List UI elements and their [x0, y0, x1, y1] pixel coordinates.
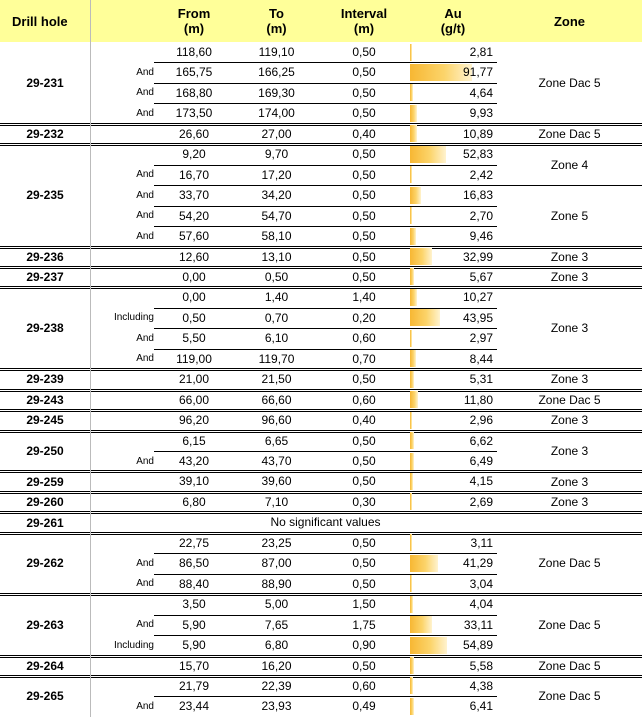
header-au-unit: (g/t)	[440, 21, 466, 36]
from-value: 39,10	[178, 474, 210, 489]
interval-value: 0,50	[352, 576, 376, 591]
header-interval-label: Interval	[340, 6, 388, 21]
au-value: 54,89	[462, 638, 493, 653]
drill-hole-id: 29-232	[26, 127, 64, 142]
au-value: 11,80	[463, 392, 493, 407]
to-value: 6,65	[264, 433, 289, 448]
zone-label: Zone 5	[550, 208, 589, 223]
drill-hole-id: 29-262	[26, 556, 64, 571]
from-value: 22,75	[178, 535, 210, 550]
drill-hole-id: 29-236	[26, 249, 64, 264]
from-value: 23,44	[178, 699, 210, 714]
au-value: 2,69	[469, 494, 493, 509]
to-value: 169,30	[258, 85, 295, 100]
drill-hole-id: 29-250	[26, 443, 64, 458]
interval-value: 1,40	[352, 290, 376, 305]
to-value: 88,90	[261, 576, 292, 591]
from-value: 96,20	[178, 413, 210, 428]
au-value: 5,67	[469, 269, 493, 284]
connector-label: Including	[113, 312, 154, 324]
from-value: 26,60	[178, 126, 210, 141]
interval-value: 0,50	[352, 167, 376, 182]
header-drill-hole	[0, 0, 90, 42]
drill-hole-id: 29-243	[26, 392, 64, 407]
interval-value: 0,30	[352, 494, 376, 509]
header-au	[409, 0, 497, 42]
interval-value: 0,50	[352, 372, 376, 387]
interval-value: 0,50	[352, 433, 376, 448]
drill-hole-id: 29-238	[26, 321, 64, 336]
from-value: 21,00	[178, 372, 210, 387]
from-value: 118,60	[176, 45, 212, 59]
to-value: 1,40	[264, 290, 289, 305]
header-drill-hole-label: Drill hole	[12, 13, 68, 29]
to-value: 34,20	[261, 188, 292, 203]
zone-label: Zone 3	[550, 372, 589, 387]
drill-hole-id: 29-261	[26, 515, 64, 530]
to-value: 96,60	[261, 413, 292, 428]
interval-value: 0,60	[352, 331, 376, 346]
from-value: 86,50	[178, 556, 210, 571]
drill-hole-id: 29-231	[26, 75, 64, 90]
from-value: 9,20	[182, 147, 206, 162]
interval-value: 0,40	[352, 413, 376, 428]
drill-hole-id: 29-265	[26, 689, 64, 704]
to-value: 6,80	[264, 638, 289, 653]
from-value: 15,70	[178, 658, 210, 673]
connector-label: And	[136, 87, 154, 99]
to-value: 7,10	[264, 494, 289, 509]
zone-label: Zone 4	[550, 157, 589, 172]
zone-label: Zone 3	[550, 443, 589, 458]
interval-value: 0,50	[352, 45, 376, 59]
interval-value: 0,50	[352, 147, 376, 162]
au-value: 10,27	[462, 290, 493, 305]
interval-value: 0,40	[352, 126, 376, 141]
to-value: 87,00	[261, 556, 292, 571]
to-value: 43,70	[261, 454, 292, 468]
header-divider	[90, 0, 91, 42]
au-value: 91,77	[462, 65, 493, 80]
from-value: 43,20	[178, 454, 210, 468]
zone-label: Zone 3	[550, 249, 589, 264]
au-value: 9,93	[469, 106, 493, 121]
header-zone-label: Zone	[553, 13, 586, 29]
to-value: 119,70	[258, 351, 295, 366]
from-value: 0,50	[182, 310, 206, 325]
from-value: 168,80	[175, 85, 213, 100]
au-value: 2,97	[469, 331, 493, 346]
to-value: 7,65	[264, 617, 289, 632]
interval-value: 0,60	[352, 678, 376, 693]
to-value: 54,70	[261, 208, 292, 223]
from-value: 3,50	[182, 597, 206, 612]
zone-label: Zone Dac 5	[538, 556, 601, 571]
interval-value: 0,20	[352, 310, 376, 325]
no-significant-values: No significant values	[270, 515, 381, 530]
interval-value: 0,50	[352, 249, 376, 264]
au-value: 52,83	[462, 147, 493, 162]
interval-value: 0,50	[352, 188, 376, 203]
to-value: 66,60	[261, 392, 292, 407]
from-value: 88,40	[178, 576, 210, 591]
from-value: 173,50	[175, 106, 213, 121]
connector-label: And	[136, 353, 154, 365]
au-value: 43,95	[462, 310, 493, 325]
zone-label: Zone Dac 5	[538, 127, 601, 142]
interval-value: 0,50	[352, 474, 376, 489]
zone-label: Zone 3	[550, 270, 589, 285]
au-value: 4,64	[469, 85, 493, 100]
au-value: 32,99	[462, 249, 493, 264]
to-value: 39,60	[261, 474, 292, 489]
from-value: 5,50	[182, 331, 206, 346]
to-value: 23,25	[261, 535, 292, 550]
drill-hole-id: 29-237	[26, 270, 64, 285]
to-value: 9,70	[264, 147, 289, 162]
drill-hole-id: 29-239	[26, 372, 64, 387]
interval-value: 1,75	[352, 617, 376, 632]
to-value: 0,50	[264, 269, 289, 284]
from-value: 16,70	[178, 167, 210, 182]
from-value: 21,79	[178, 678, 210, 693]
connector-label: And	[136, 619, 154, 631]
header-from	[154, 0, 234, 42]
interval-value: 0,60	[352, 392, 376, 407]
connector-label: And	[136, 578, 154, 590]
interval-value: 0,50	[352, 208, 376, 223]
connector-label: And	[136, 455, 154, 467]
interval-value: 0,50	[352, 269, 376, 284]
to-value: 21,50	[261, 372, 292, 387]
drill-hole-id: 29-263	[26, 617, 64, 632]
interval-value: 0,50	[352, 535, 376, 550]
from-value: 0,00	[182, 269, 206, 284]
au-value: 10,89	[462, 126, 493, 141]
to-value: 13,10	[261, 249, 292, 264]
interval-value: 0,70	[352, 351, 376, 366]
interval-value: 0,50	[352, 556, 376, 571]
to-value: 27,00	[261, 126, 292, 141]
connector-label: And	[136, 66, 154, 78]
au-value: 5,31	[469, 372, 493, 387]
au-value: 3,04	[469, 576, 493, 591]
au-value: 3,11	[470, 535, 493, 550]
zone-label: Zone 3	[550, 474, 589, 489]
connector-label: And	[136, 700, 154, 712]
drill-hole-id: 29-245	[26, 413, 64, 428]
from-value: 33,70	[178, 188, 210, 203]
from-value: 6,80	[182, 494, 206, 509]
from-value: 54,20	[178, 208, 210, 223]
header-zone	[497, 0, 642, 42]
au-value: 2,70	[469, 208, 493, 223]
au-value: 4,38	[469, 678, 493, 693]
zone-label: Zone Dac 5	[538, 617, 601, 632]
drill-hole-id: 29-260	[26, 495, 64, 510]
header-interval-unit: (m)	[353, 21, 375, 36]
zone-label: Zone 3	[550, 321, 589, 336]
drill-hole-id: 29-235	[26, 188, 64, 203]
to-value: 119,10	[258, 45, 295, 59]
interval-value: 0,50	[352, 65, 376, 80]
from-value: 57,60	[178, 229, 210, 244]
header-interval	[319, 0, 409, 42]
interval-value: 0,90	[352, 638, 376, 653]
connector-label: And	[136, 230, 154, 242]
header-to	[234, 0, 319, 42]
au-value: 2,42	[469, 167, 493, 182]
to-value: 166,25	[258, 65, 295, 80]
column-divider	[90, 42, 91, 717]
connector-label: And	[136, 107, 154, 119]
from-value: 6,15	[182, 433, 206, 448]
connector-label: And	[136, 169, 154, 181]
to-value: 174,00	[258, 106, 295, 121]
from-value: 12,60	[178, 249, 210, 264]
interval-value: 0,50	[352, 106, 376, 121]
from-value: 5,90	[182, 617, 206, 632]
to-value: 16,20	[261, 658, 292, 673]
to-value: 23,93	[261, 699, 292, 714]
to-value: 6,10	[264, 331, 289, 346]
header-from-unit: (m)	[183, 21, 205, 36]
interval-value: 0,50	[352, 229, 376, 244]
connector-label: And	[136, 189, 154, 201]
from-value: 0,00	[182, 290, 206, 305]
au-value: 9,46	[469, 229, 493, 244]
interval-value: 0,49	[352, 699, 376, 714]
zone-label: Zone Dac 5	[538, 75, 601, 90]
to-value: 17,20	[261, 167, 292, 182]
header-to-label: To	[269, 6, 284, 21]
zone-label: Zone Dac 5	[538, 392, 601, 407]
header-from-label: From	[177, 6, 211, 21]
au-value: 8,44	[469, 351, 493, 366]
from-value: 119,00	[176, 351, 212, 366]
interval-value: 0,50	[352, 658, 376, 673]
interval-value: 0,50	[352, 454, 376, 468]
zone-label: Zone 3	[550, 495, 589, 510]
to-value: 58,10	[261, 229, 292, 244]
au-value: 4,04	[469, 597, 493, 612]
connector-label: And	[136, 557, 154, 569]
au-value: 16,83	[462, 188, 493, 203]
from-value: 5,90	[182, 638, 206, 653]
header-to-unit: (m)	[266, 21, 287, 36]
drill-hole-id: 29-264	[26, 658, 64, 673]
au-value: 2,96	[469, 413, 493, 428]
au-value: 41,29	[462, 556, 493, 571]
interval-value: 0,50	[352, 85, 376, 100]
au-value: 6,49	[469, 454, 493, 468]
zone-label: Zone 3	[550, 413, 589, 428]
au-value: 5,58	[469, 658, 493, 673]
au-value: 6,41	[469, 699, 493, 714]
to-value: 22,39	[261, 678, 292, 693]
connector-label: And	[136, 332, 154, 344]
from-value: 165,75	[175, 65, 213, 80]
connector-label: Including	[113, 639, 154, 651]
au-value: 33,11	[463, 617, 493, 632]
au-value: 6,62	[469, 433, 493, 448]
zone-label: Zone Dac 5	[538, 658, 601, 673]
zone-label: Zone Dac 5	[538, 689, 601, 704]
from-value: 66,00	[178, 392, 210, 407]
drill-hole-id: 29-259	[26, 474, 64, 489]
to-value: 0,70	[264, 310, 289, 325]
header-au-label: Au	[444, 6, 462, 21]
to-value: 5,00	[264, 597, 289, 612]
au-value: 2,81	[469, 45, 493, 59]
interval-value: 1,50	[352, 597, 376, 612]
au-value: 4,15	[469, 474, 493, 489]
connector-label: And	[136, 210, 154, 222]
